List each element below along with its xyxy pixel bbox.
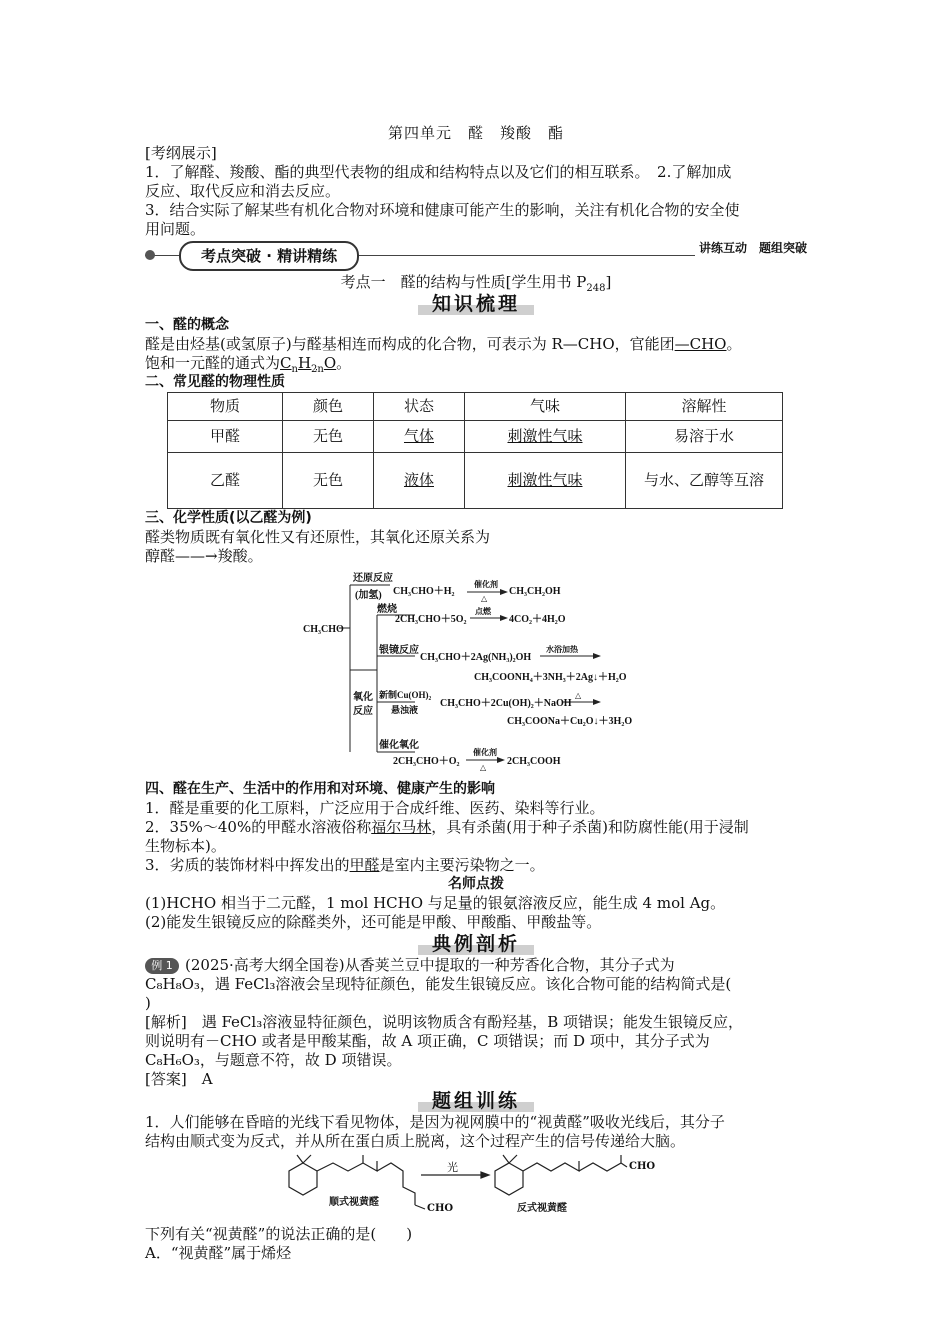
kaodian-suffix: ]: [605, 273, 612, 291]
example-question-2: C₈H₈O₃，遇 FeCl₃溶液会呈现特征颜色，能发生银镜反应。该化合物可能的结构简式是(: [145, 975, 732, 993]
banner-right-label: 讲练互动 题组突破: [695, 239, 807, 258]
uses-heading: 四、醛在生产、生活中的作用和对环境、健康产生的影响: [145, 781, 495, 797]
diagram-reduction-prod: CH₃CH₂OH: [509, 586, 561, 597]
diagram-cat-label: 催化氧化: [379, 740, 419, 751]
diagram-cuoh-eq: CH₃CHO＋2Cu(OH)₂＋NaOH: [440, 698, 572, 709]
example-heading: 典例剖析: [145, 933, 807, 955]
chemical-line-1: 醛类物质既有氧化性又有还原性，其氧化还原关系为: [145, 528, 491, 546]
practice-line-2: 结构由顺式变为反式，并从所在蛋白质上脱离，这个过程产生的信号传递给大脑。: [145, 1132, 686, 1150]
chemical-line-2: 醇醛——→羧酸。: [145, 547, 263, 565]
retinal-diagram: [145, 1153, 807, 1225]
outline-line-1: 1．了解醛、羧酸、酯的典型代表物的组成和结构特点以及它们的相互联系。 2.了解加成: [145, 163, 732, 181]
tips-line-1: (1)HCHO 相当于二元醛，1 mol HCHO 与足量的银氨溶液反应，能生成 4 mol Ag。: [145, 894, 726, 912]
table-cell: 刺激性气味: [465, 421, 626, 453]
tips-line-2: (2)能发生银镜反应的除醛类外，还可能是甲酸、甲酸酯、甲酸盐等。: [145, 913, 602, 931]
example-analysis-2: 则说明有－CHO 或者是甲酸某酯，故 A 项正确，C 项错误；而 D 项中，其分子式为: [145, 1032, 710, 1050]
table-cell: 与水、乙醇等互溶: [626, 453, 783, 509]
table-cell: 刺激性气味: [465, 453, 626, 509]
outline-line-2: 反应、取代反应和消去反应。: [145, 182, 341, 200]
banner-dot-icon: [145, 250, 155, 260]
diagram-cuoh-label-2: 悬浊液: [391, 705, 419, 715]
table-cell: 甲醛: [168, 421, 283, 453]
table-header: 物质: [168, 393, 283, 421]
diagram-burn-prod: 4CO₂＋4H₂O: [509, 614, 566, 625]
table-row: [168, 453, 783, 509]
diagram-cuoh-label: 新制Cu(OH)₂: [379, 690, 432, 700]
example-question-3: ): [145, 994, 151, 1012]
table-header: 气味: [465, 393, 626, 421]
diagram-reduction-sub: (加氢): [355, 590, 382, 601]
reaction-diagram: [145, 570, 807, 780]
trans-cho: CHO: [629, 1161, 656, 1172]
general-formula: $C_nH_{2n}O$: [280, 354, 337, 375]
formalin: 福尔马林: [371, 818, 432, 836]
content: [145, 124, 807, 1263]
table-cell: 易溶于水: [626, 421, 783, 453]
uses-line-2b: 生物标本)。: [145, 837, 226, 855]
example-question-1: 例 1 (2025·高考大纲全国卷)从香荚兰豆中提取的一种芳香化合物，其分子式为: [145, 956, 807, 975]
diagram-cat-eq: 2CH₃CHO＋O₂: [393, 756, 460, 767]
diagram-burn-eq: 2CH₃CHO＋5O₂: [395, 614, 467, 625]
diagram-silver-prod: CH₃COONH₄＋3NH₃＋2Ag↓＋H₂O: [474, 672, 627, 683]
diagram-reduction-cond: 催化剂: [474, 580, 498, 589]
practice-line-1: 1．人们能够在昏暗的光线下看见物体，是因为视网膜中的“视黄醛”吸收光线后，其分子: [145, 1113, 725, 1131]
outline-heading: [考纲展示]: [145, 144, 217, 162]
diagram-burn-label: 燃烧: [377, 604, 397, 615]
table-cell: 无色: [283, 421, 374, 453]
practice-heading: 题组训练: [145, 1090, 807, 1112]
practice-question: 下列有关“视黄醛”的说法正确的是( ): [145, 1225, 413, 1243]
trans-retinal-label: 反式视黄醛: [517, 1203, 567, 1214]
table-header: 颜色: [283, 393, 374, 421]
knowledge-heading: 知识梳理: [145, 293, 807, 315]
diagram-root: CH₃CHO: [303, 624, 344, 635]
table-header-row: [168, 393, 783, 421]
example-answer: [答案] A: [145, 1070, 213, 1088]
uses-line-2: 2．35%～40%的甲醛水溶液俗称福尔马林，具有杀菌(用于种子杀菌)和防腐性能(用于浸制: [145, 818, 749, 836]
kaodian-text: 醛的结构与性质[学生用书 P: [400, 273, 587, 291]
diagram-cuoh-prod: CH₃COONa＋Cu₂O↓＋3H₂O: [507, 716, 633, 727]
light-label: 光: [447, 1161, 458, 1174]
concept-line-1: 醛是由烃基(或氢原子)与醛基相连而构成的化合物，可表示为 R—CHO，官能团—CHO。: [145, 335, 742, 353]
diagram-cat-cond-heat: △: [480, 763, 487, 772]
diagram-oxidation-label: 氧化: [353, 692, 373, 703]
diagram-reduction-cond-heat: △: [481, 594, 488, 603]
diagram-silver-cond: 水浴加热: [546, 645, 578, 654]
chemical-heading: 三、化学性质(以乙醛为例): [145, 510, 312, 526]
table-cell: 气体: [374, 421, 465, 453]
table-cell: 乙醛: [168, 453, 283, 509]
diagram-reduction-label: 还原反应: [353, 573, 393, 584]
table-cell: 液体: [374, 453, 465, 509]
diagram-silver-label: 银镜反应: [379, 645, 419, 656]
section-banner: [145, 241, 807, 271]
kaodian-page: 248: [586, 283, 606, 294]
diagram-cat-cond: 催化剂: [473, 748, 497, 757]
example-analysis-3: C₈H₆O₃，与题意不符，故 D 项错误。: [145, 1051, 402, 1069]
concept-line-2: 饱和一元醛的通式为$C_nH_{2n}O$。: [145, 354, 352, 375]
kaodian-title: [145, 273, 807, 292]
table-header: 溶解性: [626, 393, 783, 421]
table-cell: 无色: [283, 453, 374, 509]
kaodian-prefix: 考点一: [340, 273, 401, 291]
physical-properties-table: [167, 392, 783, 509]
practice-option-a: A．“视黄醛”属于烯烃: [145, 1244, 292, 1262]
diagram-cuoh-cond: △: [575, 691, 582, 700]
retinal-diagram-svg: [145, 1153, 807, 1225]
uses-line-1: 1．醛是重要的化工原料，广泛应用于合成纤维、医药、染料等行业。: [145, 799, 605, 817]
example-badge: 例 1: [145, 958, 179, 974]
page-title: 第四单元 醛 羧酸 酯: [387, 124, 564, 142]
tips-heading: 名师点拨: [448, 876, 504, 892]
outline-line-3: 3．结合实际了解某些有机化合物对环境和健康可能产生的影响，关注有机化合物的安全使: [145, 201, 740, 219]
banner-label: 考点突破 · 精讲精练: [179, 241, 359, 271]
diagram-oxidation-sub: 反应: [353, 706, 373, 717]
diagram-silver-eq: CH₃CHO＋2Ag(NH₃)₂OH: [420, 652, 532, 663]
diagram-burn-cond: 点燃: [475, 607, 491, 616]
formaldehyde: 甲醛: [349, 856, 380, 874]
physical-heading: 二、常见醛的物理性质: [145, 374, 285, 390]
diagram-reduction-eq: CH₃CHO＋H₂: [393, 586, 455, 597]
concept-heading: 一、醛的概念: [145, 317, 229, 333]
cis-cho: CHO: [427, 1203, 454, 1214]
cis-retinal-label: 顺式视黄醛: [329, 1197, 379, 1208]
outline-line-4: 用问题。: [145, 220, 206, 238]
table-row: [168, 421, 783, 453]
example-analysis-1: [解析] 遇 FeCl₃溶液显特征颜色，说明该物质含有酚羟基，B 项错误；能发生银镜反应，: [145, 1013, 744, 1031]
uses-line-3: 3．劣质的装饰材料中挥发出的甲醛是室内主要污染物之一。: [145, 856, 545, 874]
table-header: 状态: [374, 393, 465, 421]
reaction-diagram-svg: [145, 570, 807, 780]
diagram-cat-prod: 2CH₃COOH: [507, 756, 561, 767]
functional-group: —CHO: [674, 335, 727, 353]
